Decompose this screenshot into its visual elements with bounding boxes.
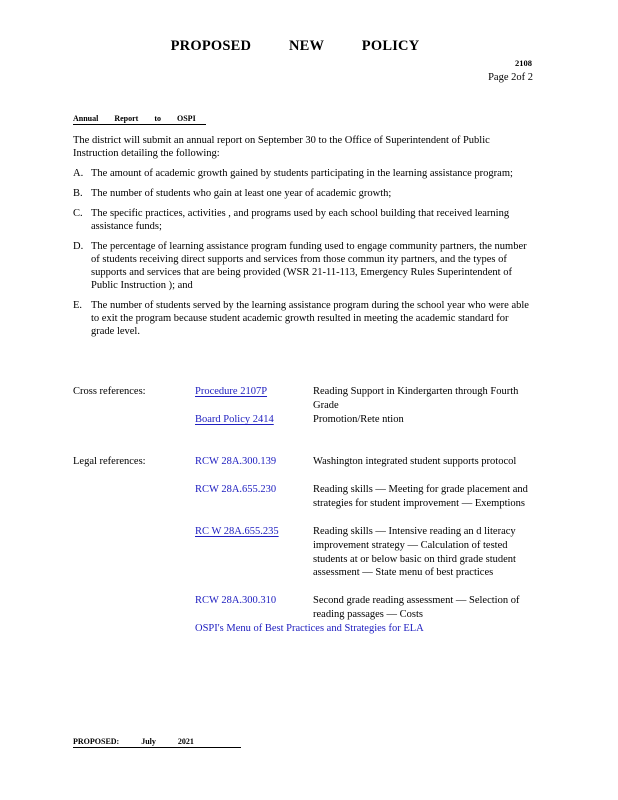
reference-link[interactable]: RCW 28A.300.310 xyxy=(195,595,277,606)
report-items-list xyxy=(73,167,533,345)
reference-link[interactable]: Board Policy 2414 xyxy=(195,414,274,425)
section-intro: The district will submit an annual report on September 30 to the Office of Superintendent of Public Instruction detailing the following: xyxy=(73,135,490,159)
list-marker: E. xyxy=(73,300,83,311)
reference-description: Washington integrated student supports protocol xyxy=(313,456,517,467)
cross-references xyxy=(73,385,543,445)
footer-proposed-date: PROPOSED: July 2021 xyxy=(73,737,241,748)
reference-description: Reading skills — Meeting for grade placement and strategies for student improvement — Exemptions xyxy=(313,484,528,509)
reference-link[interactable]: RC W 28A.655.235 xyxy=(195,526,279,537)
reference-description: Promotion/Rete ntion xyxy=(313,414,404,425)
list-item-text: The number of students served by the learning assistance program during the school year who were able to exit the program because student academic growth resulted in meeting the academic standard for grade level. xyxy=(91,300,529,337)
list-item-text: The amount of academic growth gained by students participating in the learning assistance program; xyxy=(91,168,513,179)
reference-link[interactable]: RCW 28A.655.230 xyxy=(195,484,277,495)
section-heading: Annual Report to OSPI xyxy=(73,114,206,125)
reference-link[interactable]: RCW 28A.300.139 xyxy=(195,456,277,467)
list-item xyxy=(73,187,533,200)
legal-references xyxy=(73,455,543,645)
reference-description: Reading skills — Intensive reading an d literacy improvement strategy — Calculation of tested students at or below basic on third grade student assessment — State menu of best practices xyxy=(313,526,516,579)
reference-description: Reading Support in Kindergarten through Fourth Grade xyxy=(313,386,519,411)
ospi-best-practices-link[interactable]: OSPI's Menu of Best Practices and Strategies for ELA xyxy=(195,623,424,634)
policy-number: 2108 xyxy=(515,58,532,68)
list-item xyxy=(73,207,533,233)
list-item-text: The number of students who gain at least one year of academic growth; xyxy=(91,188,392,199)
reference-link[interactable]: Procedure 2107P xyxy=(195,386,268,397)
list-marker: B. xyxy=(73,188,83,199)
cross-references-label: Cross references: xyxy=(73,386,146,397)
list-item-text: The percentage of learning assistance program funding used to engage community partners, the number of students receiving direct supports and services from those commun ity partners, and the types of supports and services that are being provided (WSR 21-11-113, Emergency Rules Superintendent of Public Instruction ); and xyxy=(91,241,527,291)
reference-description: Second grade reading assessment — Selection of reading passages — Costs xyxy=(313,595,520,620)
page-title: PROPOSED NEW POLICY xyxy=(170,38,420,54)
list-marker: D. xyxy=(73,241,84,252)
list-marker: A. xyxy=(73,168,84,179)
list-item xyxy=(73,299,533,338)
list-item xyxy=(73,240,533,292)
list-item xyxy=(73,167,533,180)
page-number: Page 2of 2 xyxy=(488,72,533,83)
legal-references-label: Legal references: xyxy=(73,456,146,467)
list-item-text: The specific practices, activities , and programs used by each school building that received learning assistance funds; xyxy=(91,208,510,232)
list-marker: C. xyxy=(73,208,83,219)
